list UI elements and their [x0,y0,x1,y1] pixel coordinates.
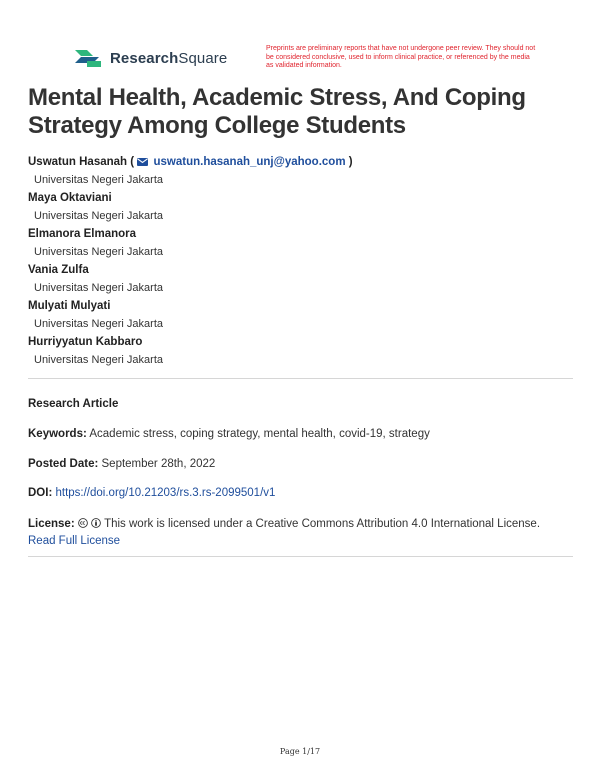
doi-line [28,487,573,499]
posted-date-value: September 28th, 2022 [101,458,216,470]
license-line [28,516,573,550]
keywords-value: Academic stress, coping strategy, mental health, covid-19, strategy [89,428,430,440]
creative-commons-icon [78,518,88,528]
author-name: Mulyati Mulyati [28,300,111,312]
author-affiliation: Universitas Negeri Jakarta [34,246,163,258]
author-list [28,153,573,369]
author-name: Vania Zulfa [28,264,89,276]
author-affiliation: Universitas Negeri Jakarta [34,282,163,294]
research-square-logo-icon [73,47,103,69]
posted-date-line [28,458,573,470]
author-entry: Uswatun Hasanah ( uswatun.hasanah_unj@yahoo.com ) Universitas Negeri Jakarta [28,153,573,189]
doi-label: DOI: [28,487,53,499]
posted-date-label: Posted Date: [28,458,99,470]
author-entry [28,297,573,333]
author-entry [28,189,573,225]
divider [28,378,573,379]
envelope-icon [137,158,148,166]
page-number: Page 1/17 [279,747,321,756]
author-email-link[interactable]: uswatun.hasanah_unj@yahoo.com [153,156,346,168]
logo-square: Square [178,49,228,67]
author-affiliation: Universitas Negeri Jakarta [34,210,163,222]
author-affiliation: Universitas Negeri Jakarta [34,318,163,330]
author-entry [28,261,573,297]
article-type: Research Article [28,398,119,410]
author-entry [28,333,573,369]
keywords-line [28,428,573,440]
paper-title: Mental Health, Academic Stress, And Coping Strategy Among College Students [28,84,526,139]
doi-link[interactable]: https://doi.org/10.21203/rs.3.rs-2099501/v1 [55,487,276,499]
author-name: Maya Oktaviani [28,192,112,204]
preprint-notice: Preprints are preliminary reports that have not undergone peer review. They should not be considered conclusive, used to inform clinical practice, or referenced by the media as validated information. [266,45,536,69]
author-affiliation: Universitas Negeri Jakarta [34,174,163,186]
read-full-license-link[interactable]: Read Full License [28,535,121,547]
attribution-icon [91,518,101,528]
author-name: Hurriyyatun Kabbaro [28,336,143,348]
research-square-logo[interactable] [73,47,227,69]
author-name: Elmanora Elmanora [28,228,137,240]
author-affiliation: Universitas Negeri Jakarta [34,354,163,366]
logo-research: Research [110,49,179,67]
keywords-label: Keywords: [28,428,87,440]
license-text: This work is licensed under a Creative Commons Attribution 4.0 International License. [104,518,541,530]
license-label: License: [28,518,75,530]
author-entry [28,225,573,261]
divider [28,556,573,557]
author-name: Uswatun Hasanah [28,156,128,168]
logo-text [110,50,227,67]
